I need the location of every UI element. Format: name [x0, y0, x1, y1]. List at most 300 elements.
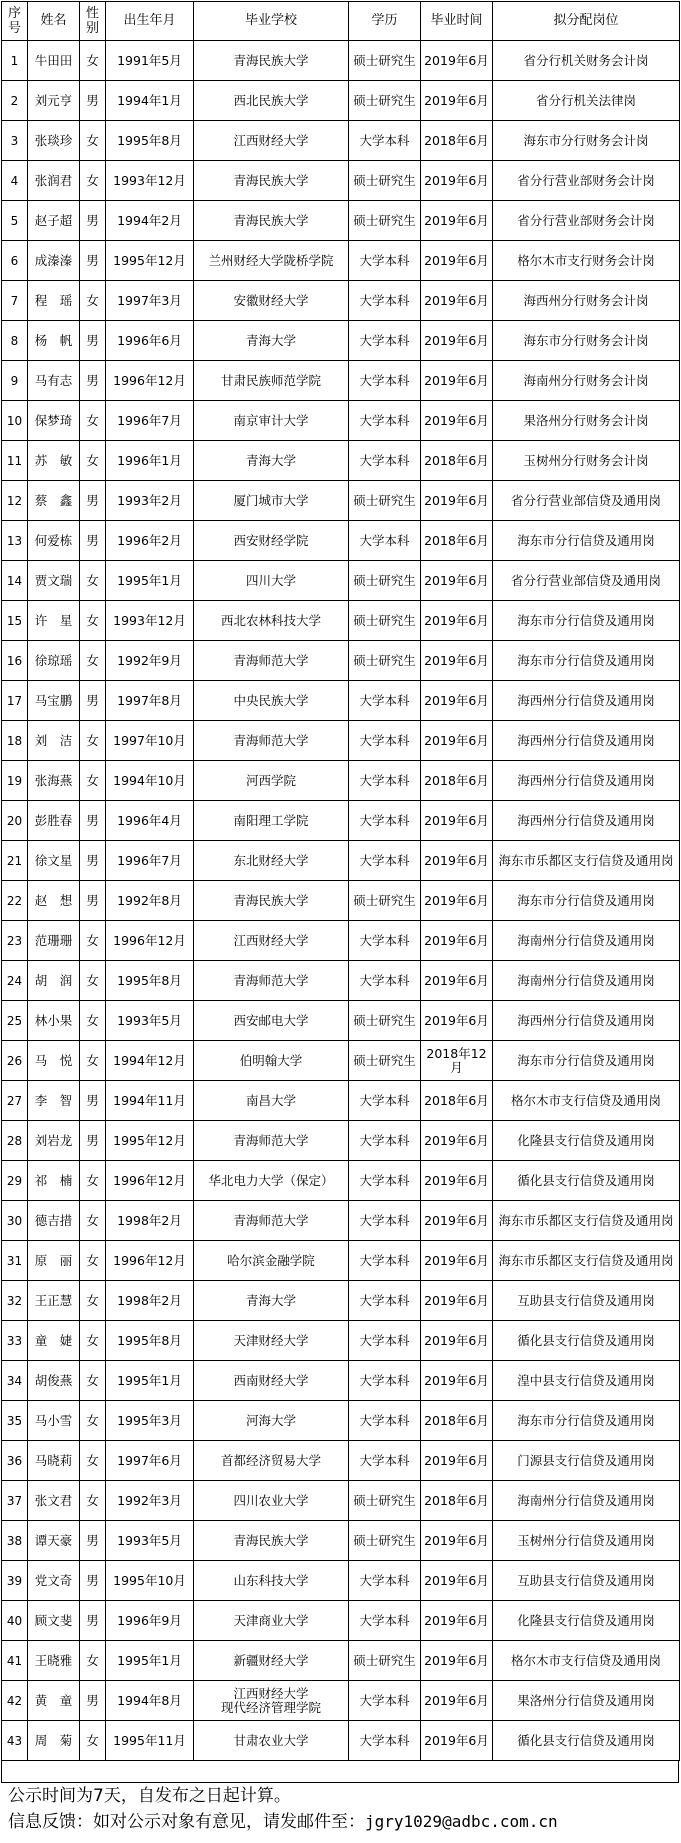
cell-school: 西安邮电大学	[194, 1001, 349, 1041]
cell-gender: 女	[80, 721, 106, 761]
cell-degree: 硕士研究生	[349, 881, 421, 921]
header-degree: 学历	[349, 2, 421, 41]
cell-gender: 女	[80, 1241, 106, 1281]
cell-gender: 女	[80, 441, 106, 481]
cell-position: 海东市乐都区支行信贷及通用岗	[493, 841, 680, 881]
cell-name: 徐琼瑶	[28, 641, 80, 681]
cell-position: 果洛州分行信贷及通用岗	[493, 1681, 680, 1721]
cell-degree: 大学本科	[349, 121, 421, 161]
cell-gender: 女	[80, 761, 106, 801]
cell-grad-time: 2018年6月	[421, 1481, 493, 1521]
cell-gender: 女	[80, 921, 106, 961]
cell-name: 何爱栋	[28, 521, 80, 561]
cell-gender: 女	[80, 1321, 106, 1361]
cell-birth: 1992年3月	[106, 1481, 194, 1521]
cell-name: 赵 想	[28, 881, 80, 921]
header-grad-time: 毕业时间	[421, 2, 493, 41]
cell-name: 林小果	[28, 1001, 80, 1041]
cell-gender: 男	[80, 801, 106, 841]
table-row	[2, 1041, 680, 1081]
table-row	[2, 561, 680, 601]
cell-index: 12	[2, 481, 28, 521]
cell-name: 保梦琦	[28, 401, 80, 441]
cell-name: 张海燕	[28, 761, 80, 801]
table-row	[2, 1681, 680, 1721]
cell-birth: 1995年8月	[106, 961, 194, 1001]
cell-school: 厦门城市大学	[194, 481, 349, 521]
cell-birth: 1991年5月	[106, 41, 194, 81]
cell-position: 门源县支行信贷及通用岗	[493, 1441, 680, 1481]
cell-school: 华北电力大学（保定）	[194, 1161, 349, 1201]
cell-index: 29	[2, 1161, 28, 1201]
cell-school: 河西学院	[194, 761, 349, 801]
table-row	[2, 921, 680, 961]
cell-position: 循化县支行信贷及通用岗	[493, 1721, 680, 1761]
notice-sheet	[1, 1, 679, 1835]
cell-school: 青海民族大学	[194, 41, 349, 81]
cell-gender: 女	[80, 161, 106, 201]
cell-school: 天津财经大学	[194, 1321, 349, 1361]
table-row	[2, 1401, 680, 1441]
cell-degree: 硕士研究生	[349, 481, 421, 521]
header-school: 毕业学校	[194, 2, 349, 41]
cell-grad-time: 2019年6月	[421, 1561, 493, 1601]
cell-position: 海西州分行信贷及通用岗	[493, 801, 680, 841]
cell-name: 德吉措	[28, 1201, 80, 1241]
cell-grad-time: 2019年6月	[421, 281, 493, 321]
cell-school: 南阳理工学院	[194, 801, 349, 841]
feedback-line	[1, 1809, 679, 1835]
cell-name: 顾文斐	[28, 1601, 80, 1641]
cell-degree: 大学本科	[349, 761, 421, 801]
cell-birth: 1996年4月	[106, 801, 194, 841]
cell-name: 徐文星	[28, 841, 80, 881]
cell-gender: 男	[80, 321, 106, 361]
cell-school: 江西财经大学	[194, 921, 349, 961]
table-row	[2, 801, 680, 841]
cell-birth: 1996年6月	[106, 321, 194, 361]
cell-position: 海南州分行信贷及通用岗	[493, 1481, 680, 1521]
cell-school: 西北农林科技大学	[194, 601, 349, 641]
cell-index: 24	[2, 961, 28, 1001]
personnel-table	[1, 1, 680, 1761]
cell-school: 天津商业大学	[194, 1601, 349, 1641]
cell-index: 43	[2, 1721, 28, 1761]
cell-name: 原 丽	[28, 1241, 80, 1281]
cell-name: 谭天豪	[28, 1521, 80, 1561]
cell-index: 7	[2, 281, 28, 321]
cell-grad-time: 2019年6月	[421, 1721, 493, 1761]
cell-school: 西南财经大学	[194, 1361, 349, 1401]
cell-grad-time: 2019年6月	[421, 881, 493, 921]
cell-gender: 男	[80, 241, 106, 281]
cell-position: 化隆县支行信贷及通用岗	[493, 1121, 680, 1161]
cell-position: 省分行机关法律岗	[493, 81, 680, 121]
cell-position: 玉树州分行信贷及通用岗	[493, 1521, 680, 1561]
cell-degree: 大学本科	[349, 1161, 421, 1201]
table-row	[2, 1321, 680, 1361]
cell-gender: 女	[80, 121, 106, 161]
cell-degree: 大学本科	[349, 321, 421, 361]
cell-gender: 女	[80, 1001, 106, 1041]
header-position: 拟分配岗位	[493, 2, 680, 41]
cell-degree: 大学本科	[349, 1201, 421, 1241]
cell-position: 海南州分行信贷及通用岗	[493, 921, 680, 961]
table-row	[2, 1601, 680, 1641]
cell-grad-time: 2019年6月	[421, 361, 493, 401]
table-row	[2, 1561, 680, 1601]
cell-position: 海东市分行信贷及通用岗	[493, 1041, 680, 1081]
cell-position: 格尔木市支行财务会计岗	[493, 241, 680, 281]
cell-gender: 男	[80, 81, 106, 121]
cell-birth: 1995年1月	[106, 1361, 194, 1401]
cell-gender: 女	[80, 641, 106, 681]
cell-degree: 大学本科	[349, 1241, 421, 1281]
table-row	[2, 1721, 680, 1761]
cell-degree: 大学本科	[349, 281, 421, 321]
cell-degree: 大学本科	[349, 681, 421, 721]
cell-position: 格尔木市支行信贷及通用岗	[493, 1081, 680, 1121]
table-row	[2, 1001, 680, 1041]
table-row	[2, 601, 680, 641]
cell-name: 彭胜春	[28, 801, 80, 841]
cell-school: 青海民族大学	[194, 1521, 349, 1561]
cell-grad-time: 2019年6月	[421, 841, 493, 881]
cell-degree: 大学本科	[349, 521, 421, 561]
cell-school: 南京审计大学	[194, 401, 349, 441]
cell-index: 38	[2, 1521, 28, 1561]
cell-birth: 1994年10月	[106, 761, 194, 801]
cell-school: 首都经济贸易大学	[194, 1441, 349, 1481]
header-index: 序号	[2, 2, 28, 41]
cell-grad-time: 2019年6月	[421, 961, 493, 1001]
table-row	[2, 1361, 680, 1401]
cell-birth: 1996年7月	[106, 401, 194, 441]
cell-position: 海西州分行信贷及通用岗	[493, 721, 680, 761]
cell-grad-time: 2019年6月	[421, 161, 493, 201]
cell-school: 河海大学	[194, 1401, 349, 1441]
cell-school: 哈尔滨金融学院	[194, 1241, 349, 1281]
cell-birth: 1995年10月	[106, 1561, 194, 1601]
cell-gender: 男	[80, 361, 106, 401]
blank-row	[1, 1761, 679, 1783]
cell-school: 青海师范大学	[194, 721, 349, 761]
cell-grad-time: 2019年6月	[421, 1361, 493, 1401]
cell-birth: 1998年2月	[106, 1201, 194, 1241]
cell-grad-time: 2019年6月	[421, 641, 493, 681]
cell-degree: 硕士研究生	[349, 1521, 421, 1561]
cell-grad-time: 2019年6月	[421, 561, 493, 601]
cell-degree: 大学本科	[349, 961, 421, 1001]
cell-school: 青海师范大学	[194, 641, 349, 681]
cell-name: 杨 帆	[28, 321, 80, 361]
cell-name: 马小雪	[28, 1401, 80, 1441]
cell-grad-time: 2019年6月	[421, 1161, 493, 1201]
cell-name: 党文奇	[28, 1561, 80, 1601]
cell-index: 13	[2, 521, 28, 561]
cell-name: 刘 洁	[28, 721, 80, 761]
cell-gender: 女	[80, 1361, 106, 1401]
cell-grad-time: 2019年6月	[421, 1441, 493, 1481]
cell-position: 海西州分行信贷及通用岗	[493, 1001, 680, 1041]
cell-birth: 1997年8月	[106, 681, 194, 721]
cell-degree: 大学本科	[349, 1361, 421, 1401]
cell-name: 马有志	[28, 361, 80, 401]
cell-birth: 1996年12月	[106, 1241, 194, 1281]
cell-grad-time: 2019年6月	[421, 1201, 493, 1241]
table-header-row	[2, 2, 680, 41]
cell-birth: 1995年11月	[106, 1721, 194, 1761]
cell-school: 甘肃民族师范学院	[194, 361, 349, 401]
cell-degree: 大学本科	[349, 441, 421, 481]
cell-name: 贾文瑞	[28, 561, 80, 601]
cell-name: 周 菊	[28, 1721, 80, 1761]
table-row	[2, 641, 680, 681]
table-row	[2, 1441, 680, 1481]
cell-degree: 大学本科	[349, 921, 421, 961]
cell-school: 青海大学	[194, 1281, 349, 1321]
cell-position: 玉树州分行财务会计岗	[493, 441, 680, 481]
cell-position: 海东市分行财务会计岗	[493, 121, 680, 161]
cell-birth: 1996年12月	[106, 921, 194, 961]
header-name: 姓名	[28, 2, 80, 41]
cell-grad-time: 2019年6月	[421, 1321, 493, 1361]
cell-index: 41	[2, 1641, 28, 1681]
cell-position: 省分行营业部财务会计岗	[493, 201, 680, 241]
cell-name: 张文君	[28, 1481, 80, 1521]
cell-index: 3	[2, 121, 28, 161]
table-row	[2, 1521, 680, 1561]
cell-school: 中央民族大学	[194, 681, 349, 721]
cell-index: 23	[2, 921, 28, 961]
table-row	[2, 121, 680, 161]
table-row	[2, 481, 680, 521]
cell-degree: 硕士研究生	[349, 641, 421, 681]
cell-name: 张琰珍	[28, 121, 80, 161]
cell-name: 王正慧	[28, 1281, 80, 1321]
cell-birth: 1995年1月	[106, 1641, 194, 1681]
cell-degree: 硕士研究生	[349, 201, 421, 241]
cell-index: 40	[2, 1601, 28, 1641]
cell-position: 海东市分行信贷及通用岗	[493, 641, 680, 681]
table-row	[2, 1121, 680, 1161]
cell-index: 30	[2, 1201, 28, 1241]
cell-birth: 1993年5月	[106, 1521, 194, 1561]
cell-grad-time: 2018年6月	[421, 521, 493, 561]
cell-degree: 大学本科	[349, 241, 421, 281]
cell-position: 海南州分行财务会计岗	[493, 361, 680, 401]
cell-degree: 大学本科	[349, 401, 421, 441]
cell-index: 37	[2, 1481, 28, 1521]
cell-index: 9	[2, 361, 28, 401]
cell-index: 5	[2, 201, 28, 241]
cell-grad-time: 2018年6月	[421, 1081, 493, 1121]
table-row	[2, 401, 680, 441]
cell-position: 海东市分行信贷及通用岗	[493, 881, 680, 921]
cell-index: 4	[2, 161, 28, 201]
cell-birth: 1994年1月	[106, 81, 194, 121]
cell-gender: 女	[80, 1441, 106, 1481]
cell-name: 刘元亨	[28, 81, 80, 121]
cell-name: 蔡 鑫	[28, 481, 80, 521]
table-row	[2, 1161, 680, 1201]
cell-grad-time: 2019年6月	[421, 401, 493, 441]
table-row	[2, 41, 680, 81]
table-row	[2, 761, 680, 801]
cell-school: 四川农业大学	[194, 1481, 349, 1521]
cell-name: 赵子超	[28, 201, 80, 241]
cell-gender: 男	[80, 1561, 106, 1601]
cell-degree: 硕士研究生	[349, 601, 421, 641]
table-row	[2, 441, 680, 481]
cell-gender: 男	[80, 521, 106, 561]
cell-index: 1	[2, 41, 28, 81]
table-row	[2, 841, 680, 881]
cell-degree: 硕士研究生	[349, 1641, 421, 1681]
cell-school: 四川大学	[194, 561, 349, 601]
cell-index: 34	[2, 1361, 28, 1401]
cell-gender: 女	[80, 1401, 106, 1441]
cell-index: 39	[2, 1561, 28, 1601]
cell-birth: 1998年2月	[106, 1281, 194, 1321]
cell-index: 10	[2, 401, 28, 441]
cell-birth: 1996年12月	[106, 361, 194, 401]
cell-index: 25	[2, 1001, 28, 1041]
cell-position: 海东市分行财务会计岗	[493, 321, 680, 361]
cell-position: 果洛州分行财务会计岗	[493, 401, 680, 441]
cell-position: 海东市乐都区支行信贷及通用岗	[493, 1241, 680, 1281]
cell-birth: 1996年12月	[106, 1161, 194, 1201]
cell-school: 南昌大学	[194, 1081, 349, 1121]
table-row	[2, 161, 680, 201]
cell-gender: 男	[80, 881, 106, 921]
cell-grad-time: 2019年6月	[421, 241, 493, 281]
cell-name: 刘岩龙	[28, 1121, 80, 1161]
cell-gender: 女	[80, 961, 106, 1001]
cell-position: 海西州分行信贷及通用岗	[493, 681, 680, 721]
cell-degree: 大学本科	[349, 1721, 421, 1761]
cell-gender: 女	[80, 601, 106, 641]
cell-index: 18	[2, 721, 28, 761]
feedback-email: jgry1029@adbc.com.cn	[365, 1812, 558, 1831]
cell-name: 马宝鹏	[28, 681, 80, 721]
cell-index: 15	[2, 601, 28, 641]
cell-birth: 1992年9月	[106, 641, 194, 681]
cell-degree: 硕士研究生	[349, 1481, 421, 1521]
cell-gender: 女	[80, 1161, 106, 1201]
cell-school: 青海师范大学	[194, 1121, 349, 1161]
table-row	[2, 361, 680, 401]
cell-position: 省分行营业部信贷及通用岗	[493, 561, 680, 601]
cell-grad-time: 2019年6月	[421, 721, 493, 761]
cell-grad-time: 2019年6月	[421, 801, 493, 841]
cell-grad-time: 2019年6月	[421, 41, 493, 81]
cell-name: 祁 楠	[28, 1161, 80, 1201]
table-row	[2, 1201, 680, 1241]
cell-index: 22	[2, 881, 28, 921]
cell-school: 兰州财经大学陇桥学院	[194, 241, 349, 281]
cell-position: 互助县支行信贷及通用岗	[493, 1281, 680, 1321]
cell-name: 胡俊燕	[28, 1361, 80, 1401]
cell-position: 海西州分行财务会计岗	[493, 281, 680, 321]
cell-degree: 硕士研究生	[349, 81, 421, 121]
cell-birth: 1997年10月	[106, 721, 194, 761]
cell-position: 化隆县支行信贷及通用岗	[493, 1601, 680, 1641]
cell-gender: 女	[80, 1281, 106, 1321]
cell-degree: 硕士研究生	[349, 41, 421, 81]
cell-degree: 硕士研究生	[349, 561, 421, 601]
table-row	[2, 281, 680, 321]
cell-degree: 大学本科	[349, 801, 421, 841]
cell-gender: 女	[80, 1201, 106, 1241]
cell-grad-time: 2018年6月	[421, 121, 493, 161]
cell-grad-time: 2019年6月	[421, 1521, 493, 1561]
cell-school: 青海民族大学	[194, 881, 349, 921]
cell-index: 26	[2, 1041, 28, 1081]
cell-name: 马晓莉	[28, 1441, 80, 1481]
cell-school: 新疆财经大学	[194, 1641, 349, 1681]
cell-index: 36	[2, 1441, 28, 1481]
cell-degree: 大学本科	[349, 721, 421, 761]
cell-name: 牛田田	[28, 41, 80, 81]
cell-degree: 大学本科	[349, 841, 421, 881]
cell-name: 李 智	[28, 1081, 80, 1121]
cell-school: 江西财经大学	[194, 121, 349, 161]
table-row	[2, 1081, 680, 1121]
table-row	[2, 321, 680, 361]
cell-gender: 女	[80, 1721, 106, 1761]
cell-position: 循化县支行信贷及通用岗	[493, 1161, 680, 1201]
cell-grad-time: 2018年6月	[421, 761, 493, 801]
cell-position: 循化县支行信贷及通用岗	[493, 1321, 680, 1361]
cell-birth: 1995年8月	[106, 121, 194, 161]
cell-name: 王晓雅	[28, 1641, 80, 1681]
cell-index: 35	[2, 1401, 28, 1441]
cell-birth: 1994年12月	[106, 1041, 194, 1081]
cell-degree: 大学本科	[349, 1401, 421, 1441]
table-row	[2, 521, 680, 561]
cell-grad-time: 2019年6月	[421, 1001, 493, 1041]
cell-degree: 大学本科	[349, 1281, 421, 1321]
cell-school: 安徽财经大学	[194, 281, 349, 321]
cell-name: 马 悦	[28, 1041, 80, 1081]
cell-degree: 大学本科	[349, 1681, 421, 1721]
cell-index: 14	[2, 561, 28, 601]
cell-school: 西安财经学院	[194, 521, 349, 561]
cell-index: 19	[2, 761, 28, 801]
cell-birth: 1995年8月	[106, 1321, 194, 1361]
cell-index: 31	[2, 1241, 28, 1281]
table-row	[2, 681, 680, 721]
cell-school: 伯明翰大学	[194, 1041, 349, 1081]
cell-degree: 硕士研究生	[349, 1001, 421, 1041]
cell-school: 山东科技大学	[194, 1561, 349, 1601]
cell-name: 成溱溱	[28, 241, 80, 281]
cell-gender: 男	[80, 1681, 106, 1721]
header-birth: 出生年月	[106, 2, 194, 41]
cell-position: 海东市乐都区支行信贷及通用岗	[493, 1201, 680, 1241]
cell-index: 11	[2, 441, 28, 481]
cell-school: 青海师范大学	[194, 1201, 349, 1241]
cell-name: 黄 童	[28, 1681, 80, 1721]
cell-position: 海南州分行信贷及通用岗	[493, 961, 680, 1001]
cell-school: 青海民族大学	[194, 201, 349, 241]
cell-grad-time: 2019年6月	[421, 1281, 493, 1321]
cell-school: 江西财经大学 现代经济管理学院	[194, 1681, 349, 1721]
cell-birth: 1994年11月	[106, 1081, 194, 1121]
table-row	[2, 1281, 680, 1321]
cell-birth: 1992年8月	[106, 881, 194, 921]
